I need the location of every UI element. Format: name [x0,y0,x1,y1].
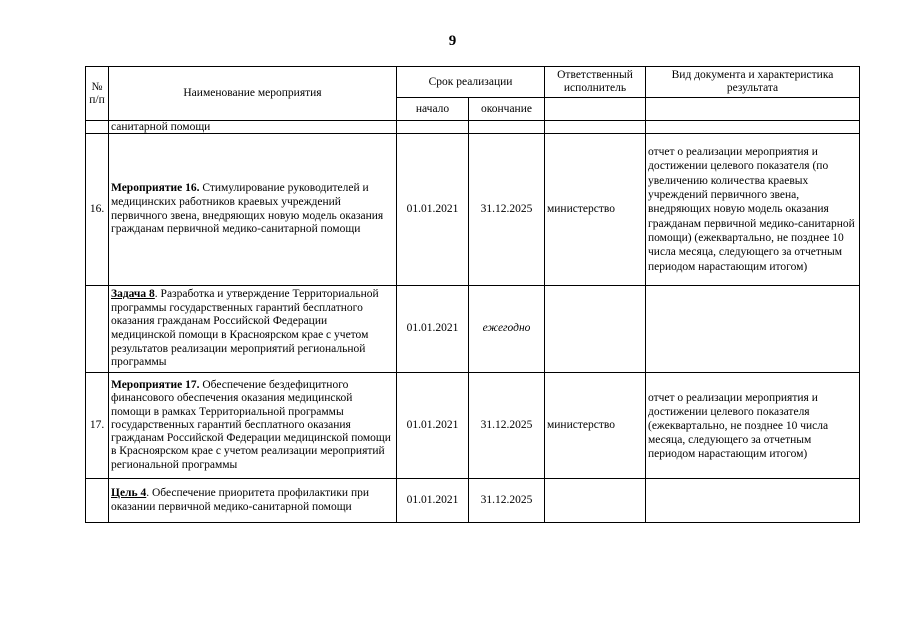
cell-name [109,286,397,373]
cell-num [86,121,109,134]
header-empty-responsible [545,98,646,121]
goal-label: Цель 4 [111,486,147,499]
cell-end: 31.12.2025 [469,479,545,523]
header-start: начало [397,98,469,121]
table-row-continuation [86,121,860,134]
header-name: Наименование мероприятия [109,67,397,121]
header-term: Срок реализации [397,67,545,98]
cell-responsible: министерство [545,134,646,286]
table-row-goal-4 [86,479,860,523]
activity-label: Мероприятие 17. [111,379,200,392]
cell-num: 16. [86,134,109,286]
table-row-16 [86,134,860,286]
header-empty-result [646,98,860,121]
activities-table [85,66,860,523]
header-responsible: Ответственный исполнитель [545,67,646,98]
cell-end: ежегодно [469,286,545,373]
table-row-17 [86,373,860,479]
cell-start: 01.01.2021 [397,373,469,479]
cell-start: 01.01.2021 [397,286,469,373]
cell-name [109,134,397,286]
activity-label: Мероприятие 16. [111,182,200,195]
cell-name: санитарной помощи [109,121,397,134]
table-row-task-8 [86,286,860,373]
cell-end: 31.12.2025 [469,134,545,286]
cell-result: отчет о реализации мероприятия и достижении целевого показателя (ежеквартально, не позднее 10 числа месяца, следующего за отчетным периодом нарастающим итогом) [646,373,860,479]
activity-text: Стимулирование руководителей и медицинских работников краевых учреждений первичного звена, внедряющих новую модель оказания гражданам первичной медико-санитарной помощи [111,182,384,236]
cell-responsible: министерство [545,373,646,479]
header-result: Вид документа и характеристика результата [646,67,860,98]
header-num: № п/п [86,67,109,121]
cell-num [86,286,109,373]
cell-result: отчет о реализации мероприятия и достижении целевого показателя (по увеличению количества краевых учреждений первичного звена, внедряющих новую модель оказания гражданам первичной медико-санитарной помощи) (ежеквартально, не позднее 10 числа месяца, следующего за отчетным периодом нарастающим итогом) [646,134,860,286]
goal-text: . Обеспечение приоритета профилактики при оказании первичной медико-санитарной помощи [111,486,369,513]
cell-end: 31.12.2025 [469,373,545,479]
cell-name [109,373,397,479]
cell-start: 01.01.2021 [397,134,469,286]
cell-name [109,479,397,523]
page-number: 9 [448,33,457,49]
cell-num [86,479,109,523]
cell-num: 17. [86,373,109,479]
cell-start: 01.01.2021 [397,479,469,523]
task-text: . Разработка и утверждение Территориальной программы государственных гарантий бесплатного оказания гражданам Российской Федерации медицинской помощи в Красноярском крае с учетом результатов реализации мероприятий региональной программы [111,287,379,369]
activity-text: Обеспечение бездефицитного финансового обеспечения оказания медицинской помощи в рамках Территориальной программы государственных гарантий бесплатного оказания гражданам Российской Федерации медицинской помощи в Красноярском крае с учетом реализации мероприятий региональной программы [111,379,391,471]
task-label: Задача 8 [111,287,155,300]
header-end: окончание [469,98,545,121]
table-header-row [86,67,860,98]
